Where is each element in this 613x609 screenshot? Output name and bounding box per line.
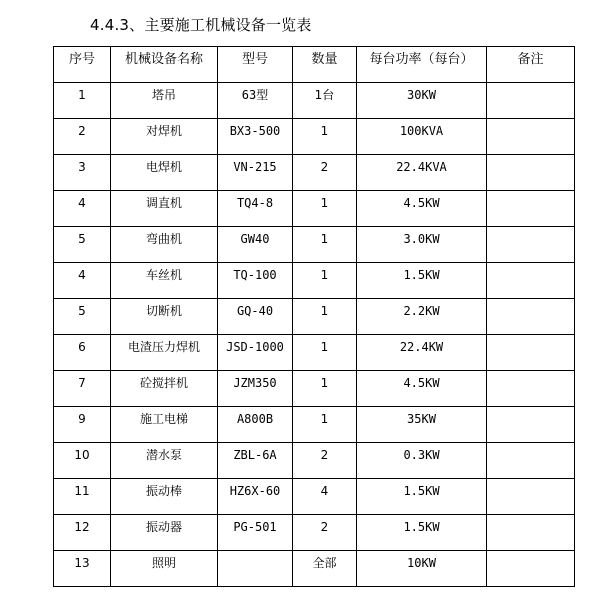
cell-remarks xyxy=(487,191,575,227)
cell-remarks xyxy=(487,371,575,407)
table-row xyxy=(54,119,575,155)
cell-power: 22.4KW xyxy=(357,335,487,371)
cell-quantity: 4 xyxy=(293,479,357,515)
cell-power: 4.5KW xyxy=(357,371,487,407)
cell-serial: 1 xyxy=(54,83,111,119)
table-row xyxy=(54,227,575,263)
table-row xyxy=(54,299,575,335)
cell-equipment-name: 照明 xyxy=(111,551,218,587)
cell-remarks xyxy=(487,479,575,515)
cell-model: BX3-500 xyxy=(218,119,293,155)
cell-quantity: 1 xyxy=(293,263,357,299)
header-serial: 序号 xyxy=(54,47,111,83)
cell-model: A800B xyxy=(218,407,293,443)
cell-model: GQ-40 xyxy=(218,299,293,335)
table-row xyxy=(54,191,575,227)
table-row xyxy=(54,479,575,515)
cell-serial: 5 xyxy=(54,299,111,335)
cell-model: GW40 xyxy=(218,227,293,263)
cell-remarks xyxy=(487,155,575,191)
cell-serial: 13 xyxy=(54,551,111,587)
cell-remarks xyxy=(487,443,575,479)
cell-equipment-name: 振动棒 xyxy=(111,479,218,515)
cell-power: 2.2KW xyxy=(357,299,487,335)
cell-remarks xyxy=(487,551,575,587)
cell-equipment-name: 施工电梯 xyxy=(111,407,218,443)
table-row xyxy=(54,155,575,191)
cell-model: JSD-1000 xyxy=(218,335,293,371)
header-power: 每台功率（每台） xyxy=(357,47,487,83)
cell-serial: 5 xyxy=(54,227,111,263)
cell-model: 63型 xyxy=(218,83,293,119)
cell-model: TQ4-8 xyxy=(218,191,293,227)
cell-remarks xyxy=(487,299,575,335)
cell-power: 100KVA xyxy=(357,119,487,155)
cell-serial: 4 xyxy=(54,191,111,227)
cell-remarks xyxy=(487,83,575,119)
cell-serial: 10 xyxy=(54,443,111,479)
table-row xyxy=(54,335,575,371)
cell-equipment-name: 车丝机 xyxy=(111,263,218,299)
cell-equipment-name: 调直机 xyxy=(111,191,218,227)
cell-equipment-name: 电焊机 xyxy=(111,155,218,191)
cell-quantity: 1 xyxy=(293,227,357,263)
cell-power: 3.0KW xyxy=(357,227,487,263)
table-row xyxy=(54,443,575,479)
cell-serial: 4 xyxy=(54,263,111,299)
cell-quantity: 1 xyxy=(293,371,357,407)
cell-serial: 9 xyxy=(54,407,111,443)
cell-remarks xyxy=(487,263,575,299)
cell-quantity: 1 xyxy=(293,299,357,335)
cell-remarks xyxy=(487,407,575,443)
table-row xyxy=(54,515,575,551)
cell-quantity: 1 xyxy=(293,119,357,155)
cell-power: 10KW xyxy=(357,551,487,587)
table-row xyxy=(54,551,575,587)
cell-quantity: 2 xyxy=(293,443,357,479)
cell-model: JZM350 xyxy=(218,371,293,407)
cell-power: 0.3KW xyxy=(357,443,487,479)
cell-remarks xyxy=(487,335,575,371)
cell-model: ZBL-6A xyxy=(218,443,293,479)
cell-serial: 12 xyxy=(54,515,111,551)
page-title: 4.4.3、主要施工机械设备一览表 xyxy=(90,16,312,34)
header-model: 型号 xyxy=(218,47,293,83)
cell-model: VN-215 xyxy=(218,155,293,191)
cell-equipment-name: 电渣压力焊机 xyxy=(111,335,218,371)
table-row xyxy=(54,83,575,119)
cell-serial: 3 xyxy=(54,155,111,191)
header-equipment-name: 机械设备名称 xyxy=(111,47,218,83)
cell-serial: 7 xyxy=(54,371,111,407)
cell-quantity: 全部 xyxy=(293,551,357,587)
table-row xyxy=(54,371,575,407)
cell-power: 30KW xyxy=(357,83,487,119)
cell-quantity: 1台 xyxy=(293,83,357,119)
cell-remarks xyxy=(487,515,575,551)
cell-equipment-name: 切断机 xyxy=(111,299,218,335)
header-quantity: 数量 xyxy=(293,47,357,83)
cell-quantity: 1 xyxy=(293,407,357,443)
cell-equipment-name: 潜水泵 xyxy=(111,443,218,479)
cell-power: 4.5KW xyxy=(357,191,487,227)
cell-equipment-name: 对焊机 xyxy=(111,119,218,155)
cell-serial: 6 xyxy=(54,335,111,371)
cell-serial: 2 xyxy=(54,119,111,155)
table-row xyxy=(54,263,575,299)
cell-power: 1.5KW xyxy=(357,479,487,515)
cell-power: 1.5KW xyxy=(357,263,487,299)
equipment-table xyxy=(53,46,575,587)
cell-model: PG-501 xyxy=(218,515,293,551)
cell-equipment-name: 砼搅拌机 xyxy=(111,371,218,407)
table-header-row xyxy=(54,47,575,83)
cell-remarks xyxy=(487,227,575,263)
table-row xyxy=(54,407,575,443)
cell-equipment-name: 弯曲机 xyxy=(111,227,218,263)
cell-quantity: 2 xyxy=(293,155,357,191)
cell-remarks xyxy=(487,119,575,155)
cell-quantity: 1 xyxy=(293,335,357,371)
cell-quantity: 1 xyxy=(293,191,357,227)
cell-equipment-name: 塔吊 xyxy=(111,83,218,119)
header-remarks: 备注 xyxy=(487,47,575,83)
cell-power: 22.4KVA xyxy=(357,155,487,191)
cell-equipment-name: 振动器 xyxy=(111,515,218,551)
cell-model: HZ6X-60 xyxy=(218,479,293,515)
cell-power: 1.5KW xyxy=(357,515,487,551)
cell-model: TQ-100 xyxy=(218,263,293,299)
cell-model xyxy=(218,551,293,587)
cell-serial: 11 xyxy=(54,479,111,515)
cell-quantity: 2 xyxy=(293,515,357,551)
cell-power: 35KW xyxy=(357,407,487,443)
